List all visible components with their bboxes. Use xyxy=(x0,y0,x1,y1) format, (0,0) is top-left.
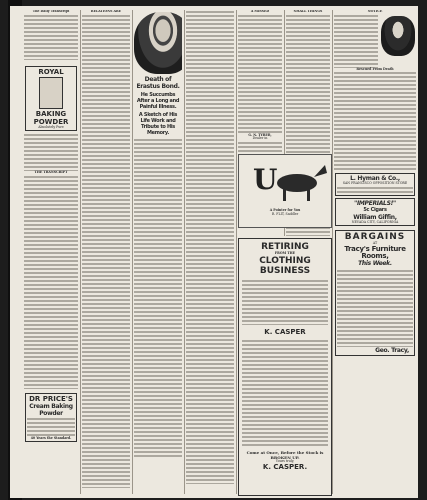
tracy-sub: This Week. xyxy=(358,259,392,267)
column-7 xyxy=(334,10,416,494)
newspaper-page xyxy=(10,6,418,498)
column-4 xyxy=(186,10,234,494)
royal-brand: ROYAL xyxy=(38,67,64,76)
article-subheadline-2: A Sketch of His Life Work and Tribute to His Memory. xyxy=(138,112,178,136)
imperials-sub: 5c Cigars xyxy=(363,206,387,213)
clothing-business-heading: CLOTHING BUSINESS xyxy=(259,255,311,276)
text-block xyxy=(134,138,182,458)
royal-baking-powder-ad xyxy=(25,66,77,132)
saddler-name: R. FLIT, Saddler xyxy=(271,211,299,216)
tracy-title: Tracy's Furniture Rooms, xyxy=(344,244,406,260)
section-heading: THE TRANSCRIPT xyxy=(34,170,68,175)
article-subheadline: He Succumbs After a Long and Painful Illness. xyxy=(136,92,180,110)
text-block xyxy=(242,279,328,325)
column-heading: RELATIONS ARE xyxy=(90,10,122,13)
giffin-sub: NEVADA CITY, CALIFORNIA xyxy=(351,219,399,224)
erastus-bond-portrait xyxy=(134,12,182,74)
hyman-ad xyxy=(335,173,415,196)
clothing-business-ad xyxy=(238,238,332,496)
rescued-caption: Rescued From Death xyxy=(356,66,394,71)
text-block xyxy=(24,175,78,389)
text-block xyxy=(186,10,234,484)
royal-line2: BAKING xyxy=(35,109,67,118)
bargains-title: BARGAINS xyxy=(344,232,406,243)
retiring-heading: RETIRING xyxy=(261,242,309,252)
casper-signature: K. CASPER. xyxy=(262,463,308,472)
casper-name: K. CASPER xyxy=(264,327,306,336)
column-heading: A MISSED xyxy=(250,10,270,13)
text-block xyxy=(242,339,328,447)
text-block xyxy=(337,269,413,347)
column-rule xyxy=(236,10,237,494)
hyman-title: L. Hyman & Co., xyxy=(350,175,400,183)
saddler-horse-poster-icon xyxy=(239,155,331,205)
saddler-ad xyxy=(238,154,332,228)
column-heading: NOTICE xyxy=(367,10,383,13)
text-block xyxy=(24,14,78,60)
closing-line-2: BROKEN UP. xyxy=(270,454,300,460)
text-block xyxy=(82,14,130,488)
imperials-title: "IMPERIALS!" xyxy=(354,199,396,207)
text-block xyxy=(337,186,413,194)
tracy-furniture-ad xyxy=(335,230,415,356)
from-the: FROM THE xyxy=(274,251,296,255)
giffin-name: William Giffin, xyxy=(353,213,397,221)
price-footer: 40 Years the Standard. xyxy=(30,435,72,440)
closing-line-1: Come at Once, Before the Stock is xyxy=(246,449,324,455)
column-1 xyxy=(24,10,78,494)
price-brand: DR PRICE'S xyxy=(29,394,73,403)
text-block xyxy=(334,71,416,171)
column-3 xyxy=(134,10,182,494)
royal-line4: Absolutely Pure xyxy=(38,124,64,129)
column-rule xyxy=(332,10,333,494)
price-line3: Powder xyxy=(39,409,63,417)
column-rule xyxy=(132,10,133,494)
imperials-ad xyxy=(335,198,415,227)
baking-powder-can-icon xyxy=(39,77,63,109)
column-heading: SMALL THINGS xyxy=(293,10,323,13)
svg-text:U: U xyxy=(253,163,278,196)
bargains-at: AT xyxy=(372,241,378,246)
column-2 xyxy=(82,10,130,494)
dr-price-baking-powder-ad xyxy=(25,393,77,443)
masthead: The Daily Transcript xyxy=(32,10,70,13)
article-headline: Death of Erastus Bond. xyxy=(136,76,180,90)
text-block xyxy=(334,14,378,68)
tyrer-ad-sub: Dealer in xyxy=(252,136,268,141)
text-block xyxy=(238,14,282,134)
tracy-signature: Geo. Tracy, xyxy=(375,346,409,354)
saddler-pointer: A Pointer for You xyxy=(269,208,301,212)
closing-line-3: Yours truly, xyxy=(275,458,295,463)
rescued-portrait xyxy=(381,16,415,56)
text-block xyxy=(24,133,78,171)
hyman-sub: SAN FRANCISCO OPPOSITION STORE xyxy=(342,181,408,186)
text-block xyxy=(27,417,75,437)
royal-line3: POWDER xyxy=(33,117,69,126)
column-rule xyxy=(80,10,81,494)
price-line2: Cream Baking xyxy=(29,402,73,410)
tyrer-ad-name: G. N. TYRER, xyxy=(248,132,272,137)
column-rule xyxy=(184,10,185,494)
